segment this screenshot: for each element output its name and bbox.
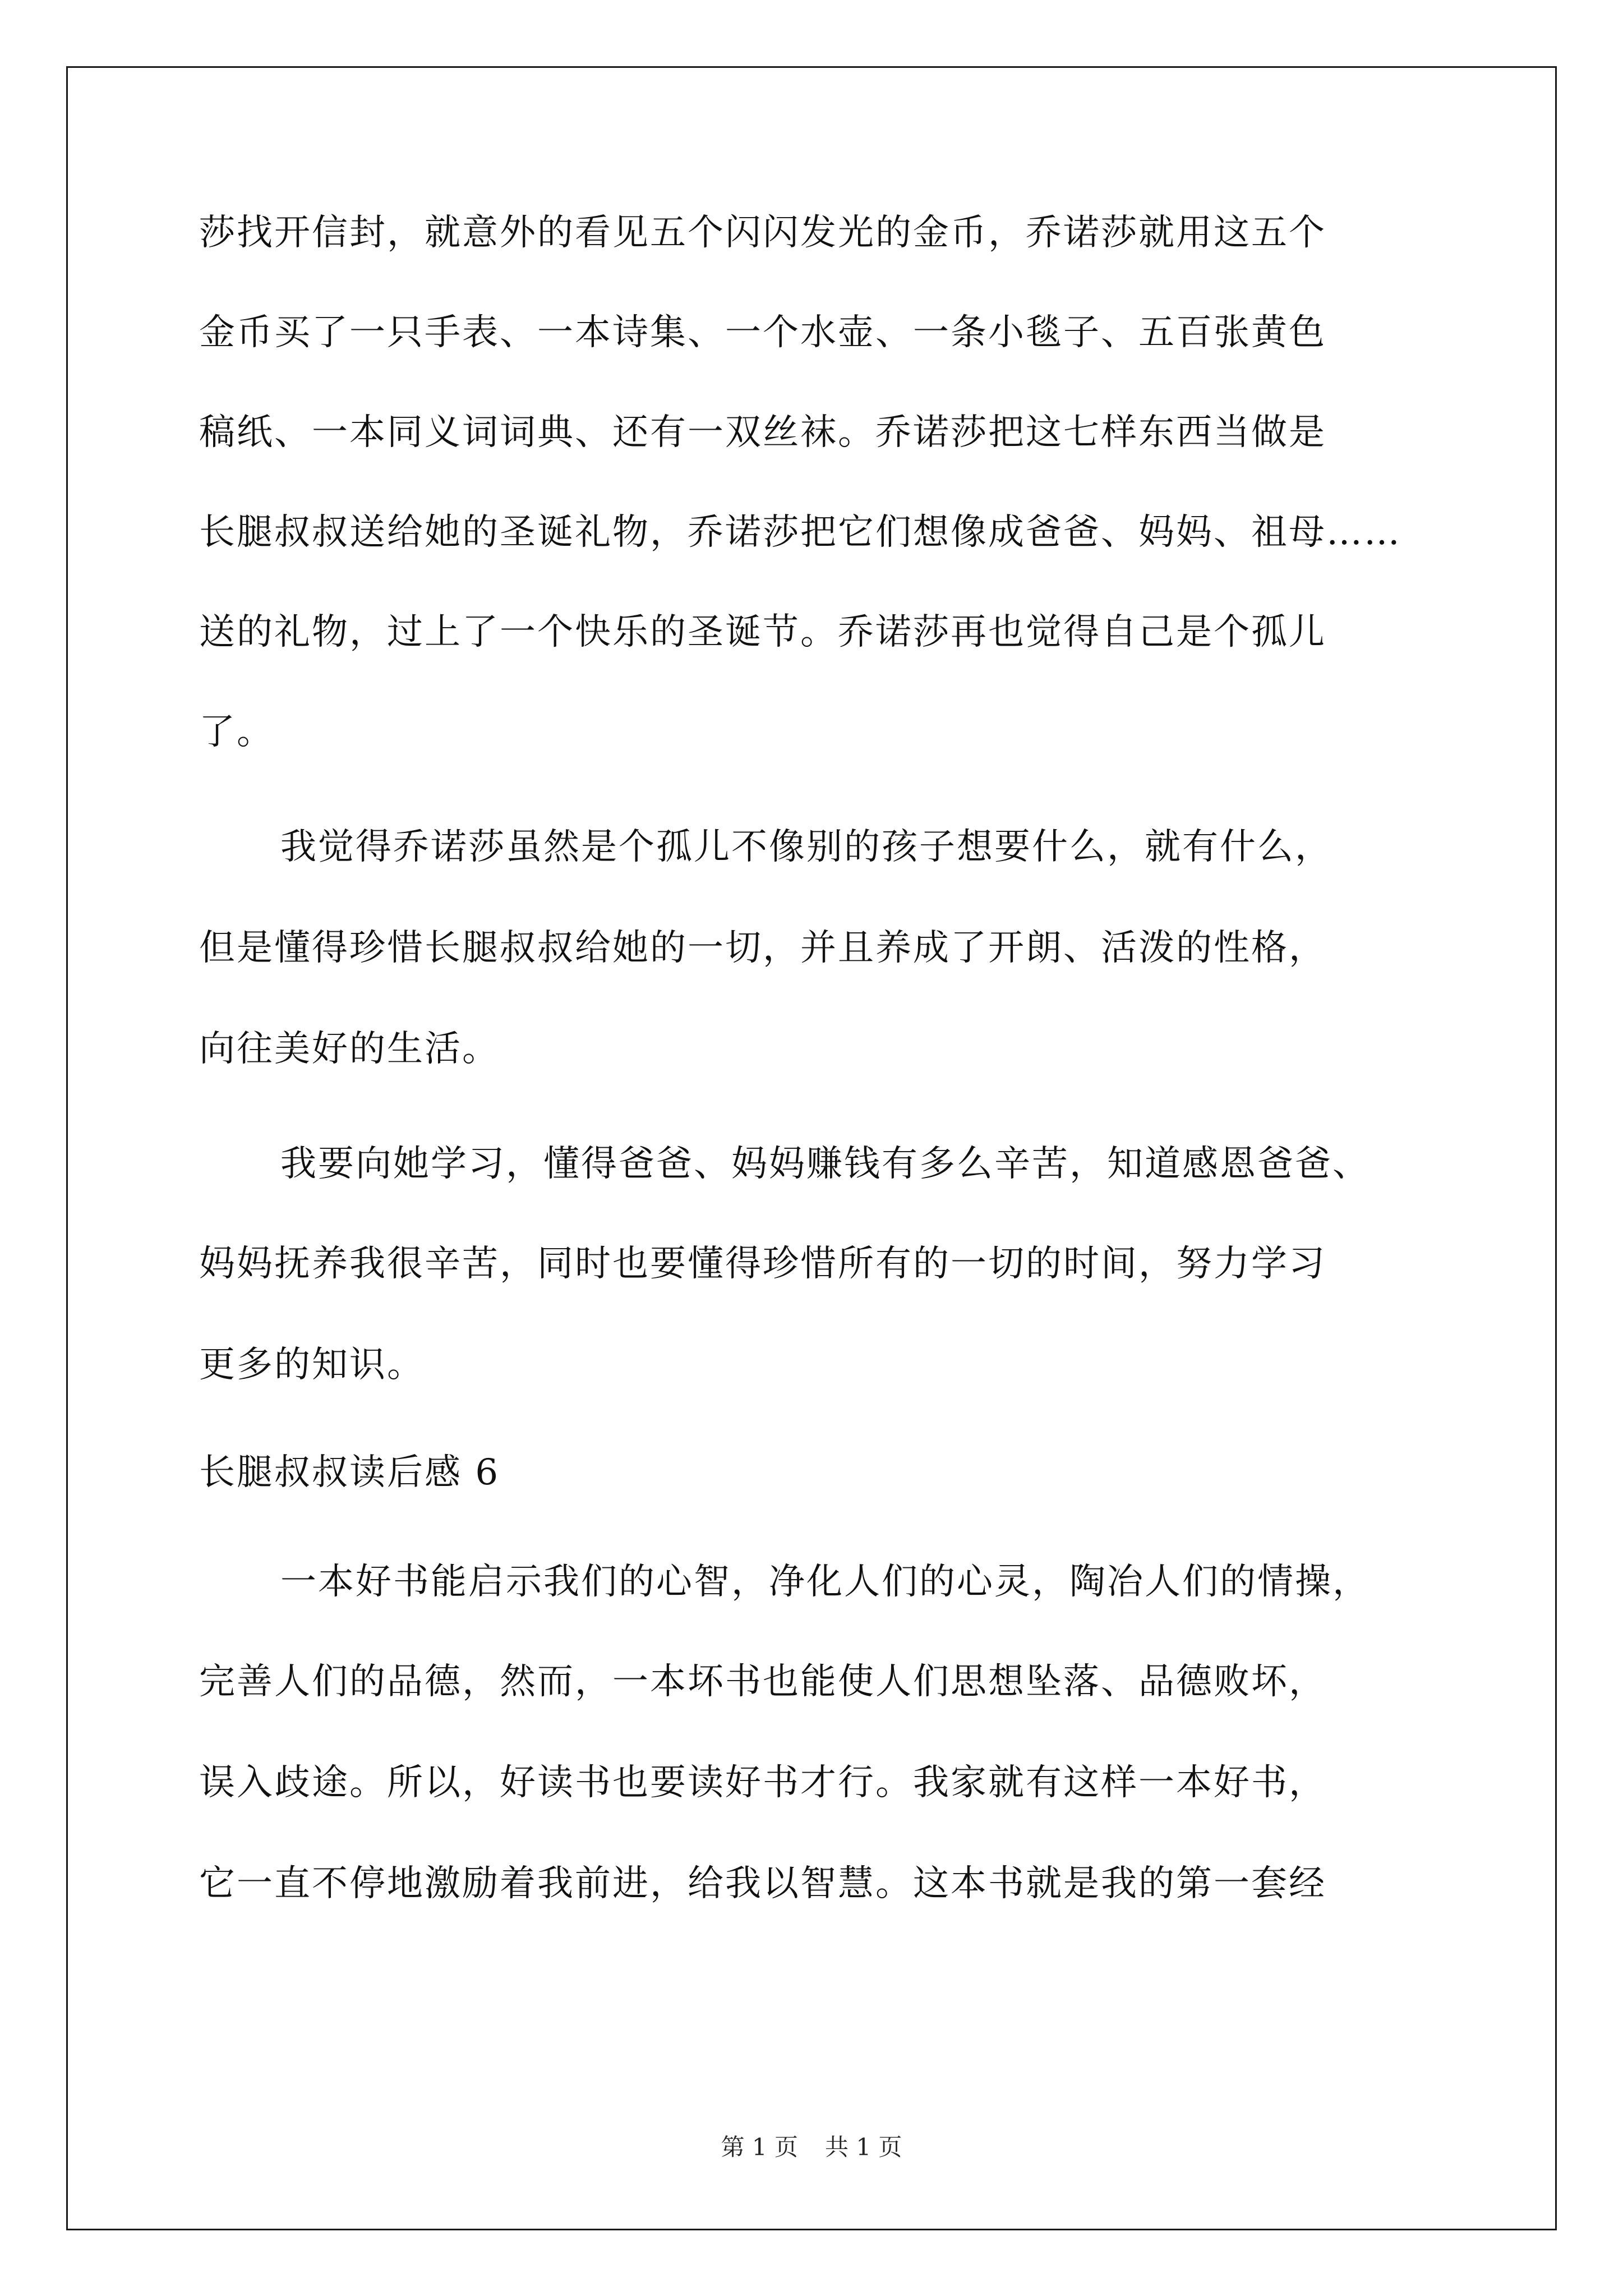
paragraph-1-line-1: 莎找开信封，就意外的看见五个闪闪发光的金币，乔诺莎就用这五个 <box>199 212 1326 254</box>
section-heading: 长腿叔叔读后感 6 <box>199 1452 500 1493</box>
paragraph-1-line-6: 了。 <box>199 711 274 753</box>
paragraph-4-line-2: 完善人们的品德，然而，一本坏书也能使人们思想坠落、品德败坏， <box>199 1661 1326 1703</box>
paragraph-1-line-5: 送的礼物，过上了一个快乐的圣诞节。乔诺莎再也觉得自己是个孤儿 <box>199 611 1326 653</box>
paragraph-2-line-2: 但是懂得珍惜长腿叔叔给她的一切，并且养成了开朗、活泼的性格， <box>199 927 1326 969</box>
paragraph-3-line-3: 更多的知识。 <box>199 1344 425 1386</box>
paragraph-3-line-1: 我要向她学习，懂得爸爸、妈妈赚钱有多么辛苦，知道感恩爸爸、 <box>280 1143 1370 1185</box>
paragraph-4-line-3: 误入歧途。所以，好读书也要读好书才行。我家就有这样一本好书， <box>199 1762 1326 1803</box>
paragraph-1-line-3: 稿纸、一本同义词词典、还有一双丝袜。乔诺莎把这七样东西当做是 <box>199 412 1326 453</box>
paragraph-4-line-4: 它一直不停地激励着我前进，给我以智慧。这本书就是我的第一套经 <box>199 1863 1326 1904</box>
paragraph-2-line-3: 向往美好的生活。 <box>199 1028 500 1070</box>
paragraph-3-line-2: 妈妈抚养我很辛苦，同时也要懂得珍惜所有的一切的时间，努力学习 <box>199 1243 1326 1285</box>
paragraph-1-line-2: 金币买了一只手表、一本诗集、一个水壶、一条小毯子、五百张黄色 <box>199 312 1326 353</box>
page-total: 共 1 页 <box>825 2133 902 2161</box>
page-number: 第 1 页 <box>721 2133 798 2161</box>
paragraph-1-line-4: 长腿叔叔送给她的圣诞礼物，乔诺莎把它们想像成爸爸、妈妈、祖母…… <box>199 512 1401 553</box>
page-footer <box>0 2133 1623 2161</box>
paragraph-4-line-1: 一本好书能启示我们的心智，净化人们的心灵，陶冶人们的情操， <box>280 1561 1370 1603</box>
paragraph-2-line-1: 我觉得乔诺莎虽然是个孤儿不像别的孩子想要什么，就有什么， <box>280 826 1332 868</box>
